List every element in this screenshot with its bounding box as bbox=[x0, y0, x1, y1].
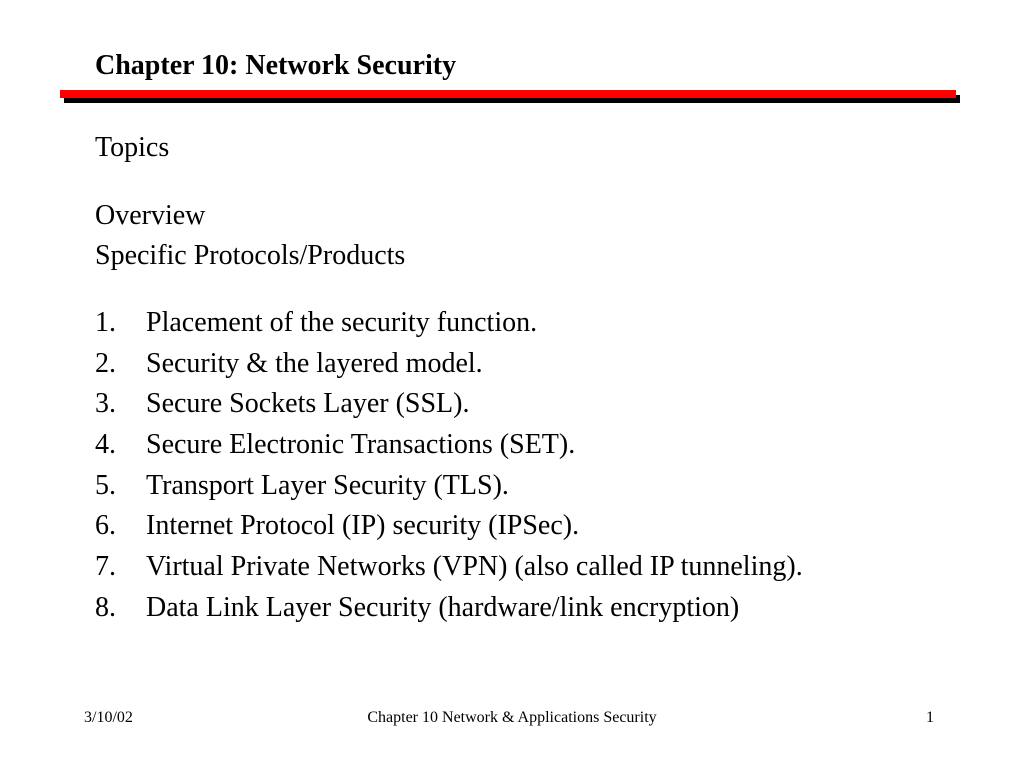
list-item-text: Transport Layer Security (TLS). bbox=[146, 469, 509, 501]
page-number: 1 bbox=[926, 709, 934, 726]
list-item bbox=[95, 506, 803, 547]
list-item-number: 6. bbox=[95, 510, 116, 542]
title-rule bbox=[60, 90, 956, 98]
list-item-text: Internet Protocol (IP) security (IPSec). bbox=[146, 510, 580, 542]
footer-title: Chapter 10 Network & Applications Security bbox=[367, 709, 657, 726]
protocols-line: Specific Protocols/Products bbox=[95, 240, 406, 271]
list-item-text: Security & the layered model. bbox=[146, 347, 483, 379]
list-item-number: 8. bbox=[95, 591, 116, 623]
overview-line: Overview bbox=[95, 200, 206, 231]
slide-title: Chapter 10: Network Security bbox=[95, 50, 457, 81]
list-item-number: 1. bbox=[95, 307, 116, 338]
topic-list bbox=[95, 303, 803, 629]
topics-heading: Topics bbox=[95, 132, 170, 163]
list-item-text: Secure Sockets Layer (SSL). bbox=[146, 388, 470, 420]
list-item bbox=[95, 466, 803, 507]
list-item-number: 2. bbox=[95, 347, 116, 379]
list-item-text: Placement of the security function. bbox=[146, 307, 538, 338]
list-item-text: Virtual Private Networks (VPN) (also called IP tunneling). bbox=[146, 551, 803, 583]
list-item-number: 4. bbox=[95, 429, 116, 461]
list-item bbox=[95, 425, 803, 466]
list-item bbox=[95, 384, 803, 425]
list-item-number: 5. bbox=[95, 469, 116, 501]
list-item bbox=[95, 303, 803, 344]
list-item-text: Secure Electronic Transactions (SET). bbox=[146, 429, 576, 461]
overview-lines bbox=[95, 196, 405, 276]
footer-date: 3/10/02 bbox=[84, 709, 133, 726]
list-item-number: 7. bbox=[95, 551, 116, 583]
list-item bbox=[95, 547, 803, 588]
list-item-number: 3. bbox=[95, 388, 116, 420]
list-item bbox=[95, 344, 803, 385]
list-item-text: Data Link Layer Security (hardware/link encryption) bbox=[146, 591, 740, 623]
list-item bbox=[95, 588, 803, 629]
